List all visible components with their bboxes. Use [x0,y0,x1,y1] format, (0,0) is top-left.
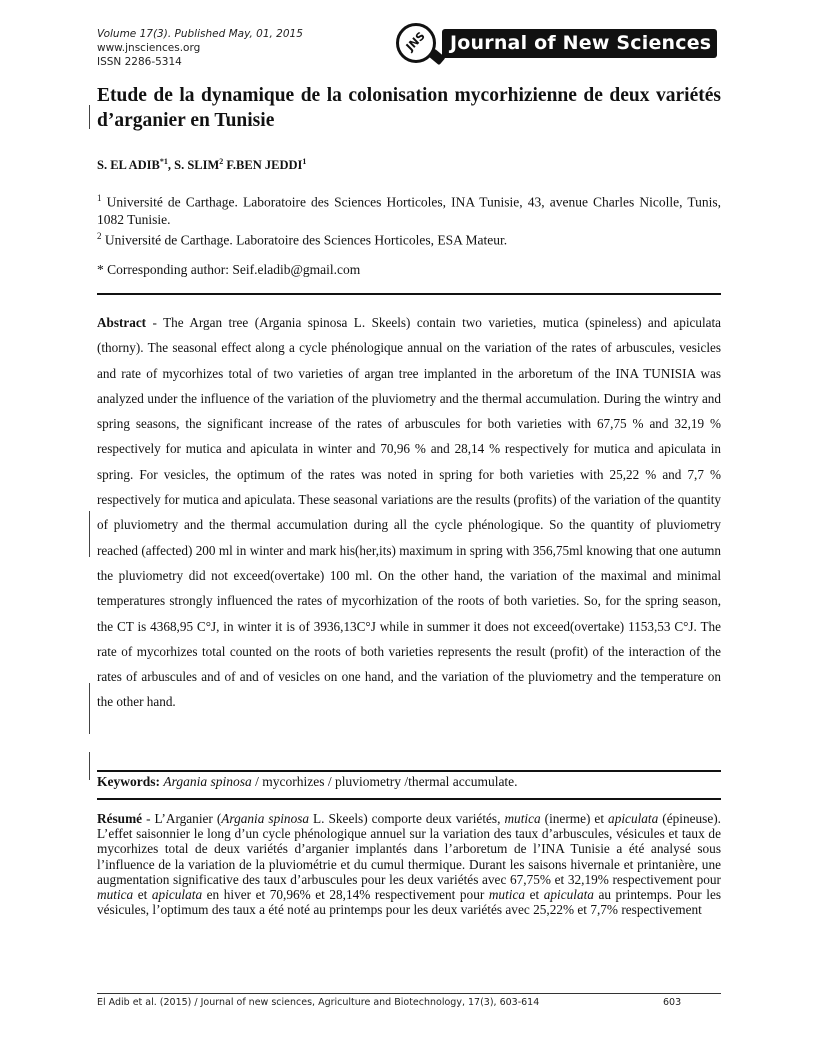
resume-label: Résumé [97,811,143,826]
revision-mark [89,105,90,129]
author-list: S. EL ADIB$^{*1}$, S. SLIM$^2$ F.BEN JEDDI$^1$ [97,157,307,173]
issn: ISSN 2286-5314 [97,56,182,68]
page-number: 603 [663,997,682,1008]
abstract-label: Abstract [97,315,147,330]
divider [97,293,721,295]
page-footer [97,997,721,1008]
journal-logo [396,20,717,66]
divider [97,798,721,800]
keywords: Keywords: Argania spinosa / mycorhizes / pluviometry /thermal accumulate. [97,774,518,789]
abstract [97,310,721,715]
journal-name: Journal of New Sciences [442,29,717,58]
revision-mark [89,752,90,780]
volume-line: Volume 17(3). Published May, 01, 2015 [97,28,303,40]
corresponding-author: * Corresponding author: Seif.eladib@gmail.com [97,262,361,277]
affiliations [97,190,721,248]
jns-badge-icon: JNS [396,23,436,63]
revision-mark [89,683,90,734]
journal-meta [97,27,397,69]
website: www.jnsciences.org [97,42,201,54]
footer-citation: El Adib et al. (2015) / Journal of new sciences, Agriculture and Biotechnology, 17(3), 603-614 [97,997,540,1008]
abstract-text: - The Argan tree (Argania spinosa L. Skeels) contain two varieties, mutica (spineless) and apiculata (thorny). The seasonal effect along a cycle phénologique annual on the variation of the rates of arbuscules, vesicles and rate of mycorhizes total of two varieties of argan tree implanted in the arboretum of the INA TUNISIA was analyzed under the influence of the variation of the pluviometry and the thermal accumulation. During the wintry and spring seasons, the significant increase of the rates of arbuscules for both varieties with 67,75 % and 32,19 % respectively for mutica and apiculata in winter and 70,96 % and 28,14 % respectively for mutica and apiculata in spring. For vesicles, the optimum of the rates was noted in spring for both varieties with 25,22 % and 7,7 % respectively for mutica and apiculata. These seasonal variations are the results (profits) of the variation of the quantity of pluviometry and the thermal accumulation during all the cycle phénologique. So the quantity of pluviometry reached (affected) 200 ml in winter and mark his(her,its) maximum in spring with 356,75ml knowing that one autumn the pluviometry did not exceed(overtake) 100 ml. On the other hand, the variation of the maximal and minimal temperatures strongly influenced the rates of mycorhization of the roots of both varieties. So, for the spring season, the CT is 4368,95 C°J, in winter it is of 3936,13C°J while in summer it does not exceed(overtake) 1153,53 C°J. The rate of mycorhizes total counted on the roots of both varieties represents the result (profit) of the interaction of the rates of arbuscules and of and of vesicles on one hand, and the variation of the pluviometry and the temperature on the other hand. [97,315,721,710]
article-title: Etude de la dynamique de la colonisation mycorhizienne de deux variétés d’arganier en Tunisie [97,85,721,131]
footer-divider [97,993,721,994]
affiliation-2: $^2$ Université de Carthage. Laboratoire des Sciences Horticoles, ESA Mateur. [97,230,508,247]
divider [97,770,721,772]
affiliation-1: $^1$ Université de Carthage. Laboratoire des Sciences Horticoles, INA Tunisie, 43, avenue Charles Nicolle, Tunis, 1082 Tunisie. [97,193,721,227]
resume: Résumé - L’Arganier (Argania spinosa L. Skeels) comporte deux variétés, mutica (inerme) et apiculata (épineuse). L’effet saisonnier le long d’un cycle phénologique annuel sur la variation des taux d’arbuscules, vésicules et taux de mycorhizes total de deux variétés d’arganier implantés dans l’arboretum de l’INA Tunisie a été analysé sous l’influence de la variation de la pluviométrie et du cumul thermique. Durant les saisons hivernale et printanière, une augmentation significative des taux d’arbuscules pour les deux variétés avec 67,75% et 32,19% respectivement pour mutica et apiculata en hiver et 70,96% et 28,14% respectivement pour mutica et apiculata au printemps. Pour les vésicules, l’optimum des taux a été noté au printemps pour les deux variétés avec 25,22% et 7,7% respectivement [97,811,722,918]
revision-mark [89,511,90,557]
